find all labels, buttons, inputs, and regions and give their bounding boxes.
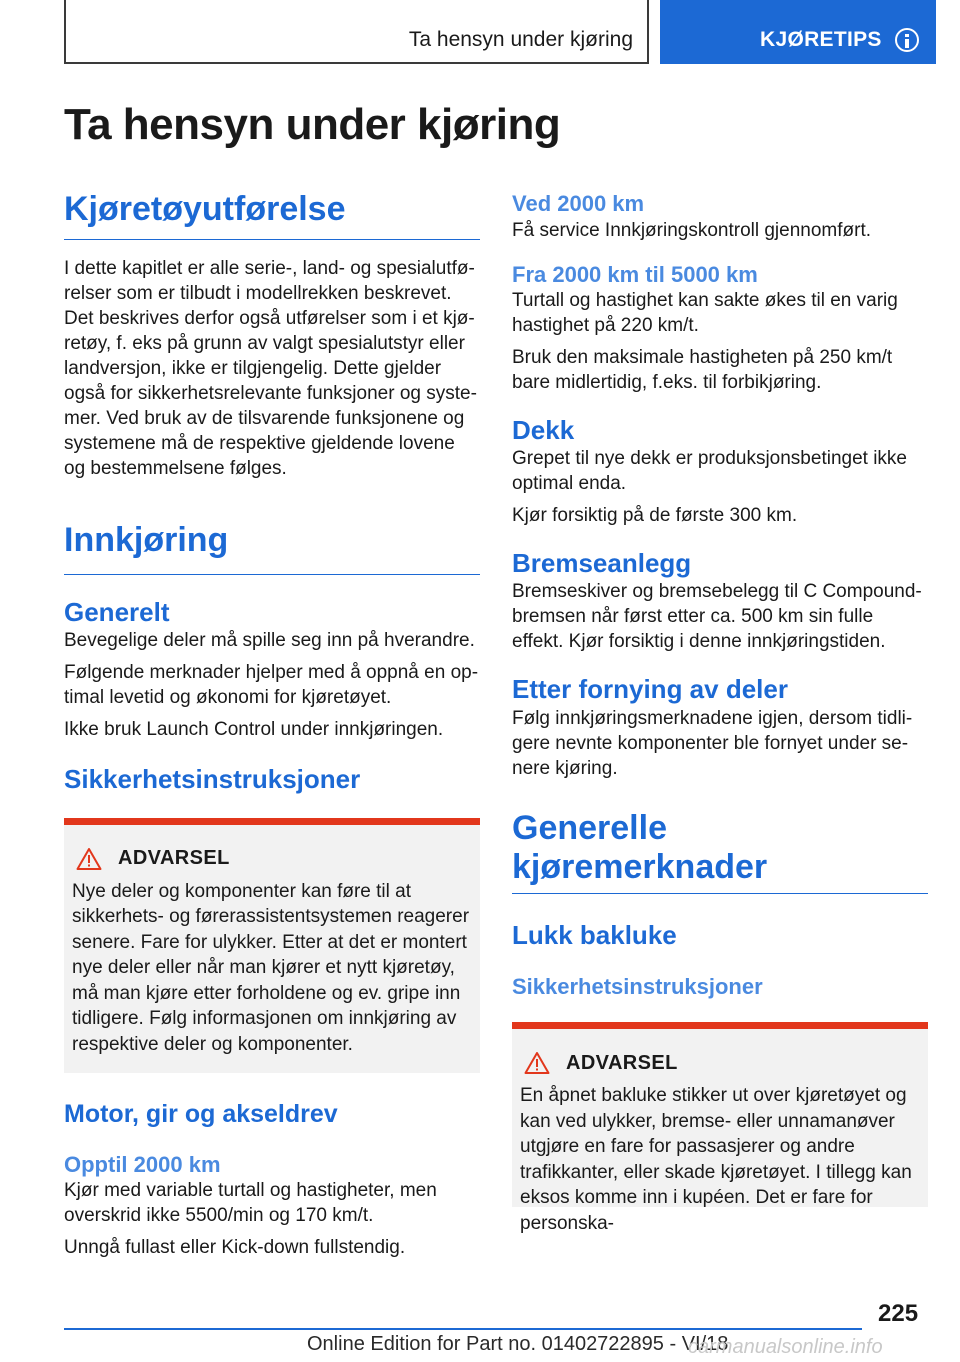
warning-label-left: ADVARSEL [118,847,230,870]
section-kjoretoyutforelse-title: Kjøretøyutførelse [64,190,480,240]
fra-title: Fra 2000 km til 5000 km [512,261,758,287]
warning-text-right: En åpnet bakluke stikker ut over kjøretøyet og kan ved ulykker, bremse- eller unnamanøver utgjøre en fare for passasjerer og andre trafikkanter, eller skade kjøretøyet. I tillegg kan eksos komme inn i kupéen. Det er fare for personska- [520,1085,912,1234]
header-section-box [64,0,649,64]
section-kjoretoyutforelse-text: I dette kapitlet er alle serie-, land- og spesialutførelser som er tilbudt i modellrekken beskrevet. Det beskrives derfor også utførelser som i et kjøretøy, f. eks på grunn av valgt spesialutstyr eller landversjon, ikke er tilgjengelig. Dette gjelder også for sikkerhetsrelevante funksjoner og systemer. Ved bruk av de tilsvarende funksjonene og systemene må de respektive gjeldende lovene og bestemmelsene følges. [64,258,477,480]
etter-title: Etter fornying av deler [512,674,788,705]
generelle-title: Generelle kjøremerknader [512,809,928,894]
warning-box-right [512,1022,928,1234]
warning-label-right: ADVARSEL [566,1051,678,1074]
generelt-text-3: Ikke bruk Launch Control under innkjøringen. [64,719,444,741]
opptil-title: Opptil 2000 km [64,1151,221,1177]
header-section-title: Ta hensyn under kjøring [408,28,633,51]
opptil-text-2: Unngå fullast eller Kick-down fullstendig. [64,1237,406,1259]
fra-text-2: Bruk den maksimale hastigheten på 250 km/t bare midlertidig, f.eks. til forbikjøring. [512,347,893,393]
dekk-title: Dekk [512,415,575,445]
fra-text-1: Turtall og hastighet kan sakte økes til en varig hastighet på 220 km/t. [512,290,898,336]
warning-box-left [64,818,480,1073]
footer-edition: Online Edition for Part no. 01402722895 - VI/18 [307,1333,729,1355]
footer-divider [64,1328,862,1330]
warning-text-left: Nye deler og komponenter kan føre til at sikkerhets- og førerassistentsystemen reagerer senere. Fare for ulykker. Etter at det er montert nye deler eller når man kjører et nytt kjøretøy, må man kjøre etter forholdene og ev. gripe inn tidligere. Følg informasjonen om innkjøring av respektive deler og komponenter. [72,880,470,1055]
sikkerhet-title-left: Sikkerhetsinstruksjoner [64,764,361,795]
info-icon[interactable] [895,28,919,52]
page-title: Ta hensyn under kjøring [64,100,561,149]
opptil-text-1: Kjør med variable turtall og hastigheter, men overskrid ikke 5500/min og 170 km/t. [64,1180,437,1227]
dekk-text-1: Grepet til nye dekk er produksjonsbetinget ikke optimal enda. [512,448,907,495]
generelt-text-2: Følgende merknader hjelper med å oppnå en optimal levetid og økonomi for kjøretøyet. [64,662,479,709]
header-chapter-tab[interactable] [660,0,936,64]
brems-title: Bremseanlegg [512,548,692,579]
ved-title: Ved 2000 km [512,191,645,216]
header-chapter-label: KJØRETIPS [760,28,882,51]
lukk-title: Lukk bakluke [512,919,677,950]
generelt-text-1: Bevegelige deler må spille seg inn på hverandre. [64,630,475,652]
etter-text-1: Følg innkjøringsmerknadene igjen, dersom tidligere nevnte komponenter ble fornyet under senere kjøring. [512,707,913,779]
watermark: carmanualsonline.info [688,1336,883,1358]
left-column [64,190,480,1260]
warning-triangle-icon [76,847,102,871]
page-number: 225 [878,1300,919,1327]
dekk-text-2: Kjør forsiktig på de første 300 km. [512,505,798,527]
sikkerhet-title-right: Sikkerhetsinstruksjoner [512,973,763,999]
motor-title: Motor, gir og akseldrev [64,1099,338,1128]
generelt-title: Generelt [64,597,170,628]
ved-text-1: Få service Innkjøringskontroll gjennomført. [512,219,872,241]
right-column [512,190,928,1234]
brems-text-1: Bremseskiver og bremsebelegg til C Compound-bremsen når først etter ca. 500 km sin fulle effekt. Kjør forsiktig i denne innkjøringstiden. [512,581,922,653]
warning-triangle-icon [524,1051,550,1075]
section-innkjoring-title: Innkjøring [64,521,480,575]
